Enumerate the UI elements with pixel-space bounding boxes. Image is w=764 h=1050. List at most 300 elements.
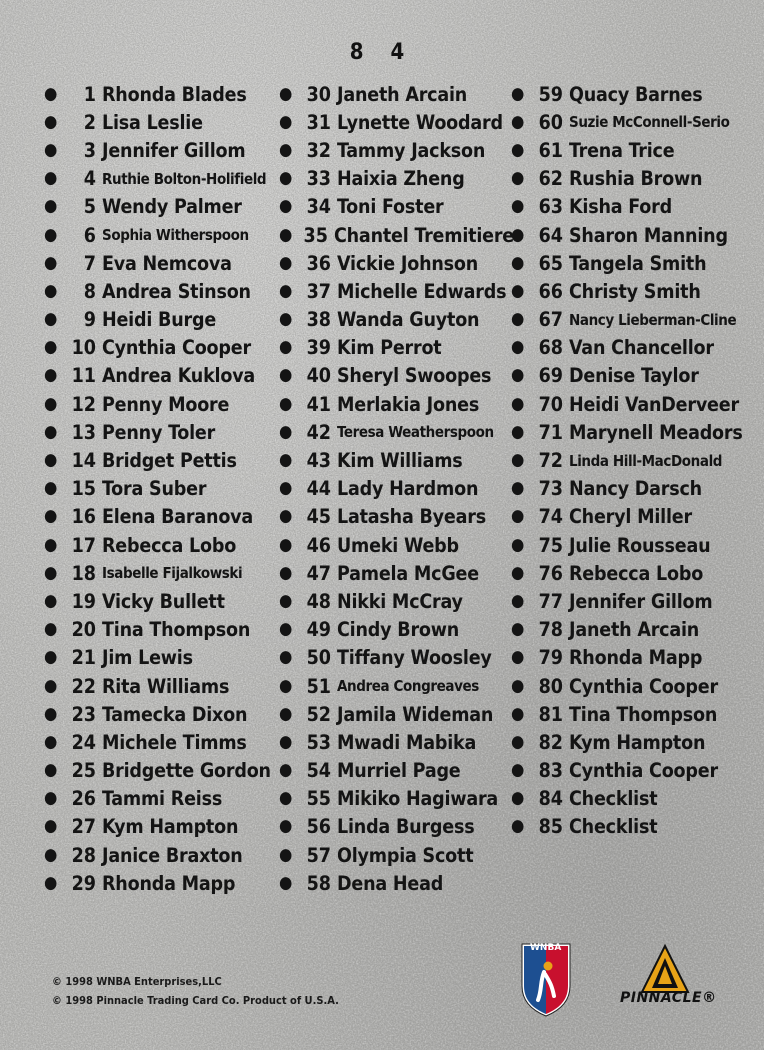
player-name: Nancy Darsch	[569, 477, 702, 501]
checklist-item	[44, 306, 276, 334]
card-number-label: 37	[306, 279, 331, 303]
checklist-item	[44, 334, 276, 362]
bullet-icon: ●	[511, 506, 525, 527]
bullet-icon: ●	[279, 760, 293, 781]
player-name: Haixia Zheng	[337, 167, 465, 191]
bullet-icon: ●	[511, 760, 525, 781]
player-name: Elena Baranova	[102, 505, 254, 529]
bullet-icon: ●	[511, 252, 525, 273]
player-name: Janice Braxton	[102, 843, 243, 867]
checklist-item	[44, 531, 276, 559]
bullet-icon: ●	[279, 450, 293, 471]
player-name: Olympia Scott	[337, 843, 474, 867]
player-name: Checklist	[569, 815, 658, 839]
bullet-icon: ●	[511, 337, 525, 358]
bullet-icon: ●	[279, 788, 293, 809]
card-number-label: 19	[71, 589, 96, 613]
player-name: Mikiko Hagiwara	[337, 787, 499, 811]
bullet-icon: ●	[279, 111, 293, 132]
bullet-icon: ●	[511, 703, 525, 724]
bullet-icon: ●	[511, 111, 525, 132]
card-number-label: 61	[538, 138, 563, 162]
checklist-item	[279, 644, 514, 672]
bullet-icon: ●	[511, 534, 525, 555]
card-number-label: 43	[306, 449, 331, 473]
bullet-icon: ●	[511, 619, 525, 640]
player-name: Rushia Brown	[569, 167, 703, 191]
card-number-label: 67	[538, 308, 563, 332]
bullet-icon: ●	[44, 421, 58, 442]
player-name: Kisha Ford	[569, 195, 672, 219]
card-number-label: 75	[538, 533, 563, 557]
checklist-item	[511, 616, 751, 644]
checklist-item	[511, 108, 751, 136]
card-number-label: 10	[71, 336, 96, 360]
card-number-label: 80	[538, 674, 563, 698]
checklist-item	[279, 306, 514, 334]
player-name: Dena Head	[337, 871, 444, 895]
player-name: Umeki Webb	[337, 533, 459, 557]
checklist-item	[511, 587, 751, 615]
bullet-icon: ●	[279, 844, 293, 865]
player-name: Chantel Tremitiere	[333, 223, 514, 247]
bullet-icon: ●	[279, 309, 293, 330]
player-name: Van Chancellor	[569, 336, 714, 360]
checklist-column-1	[44, 80, 276, 897]
player-name: Kim Williams	[337, 449, 463, 473]
player-name: Bridget Pettis	[102, 449, 237, 473]
player-name: Pamela McGee	[337, 561, 479, 585]
checklist-item	[279, 503, 514, 531]
checklist-item	[44, 757, 276, 785]
card-number-label: 54	[306, 759, 331, 783]
player-name: Tamecka Dixon	[102, 702, 248, 726]
checklist-item	[279, 841, 514, 869]
bullet-icon: ●	[279, 703, 293, 724]
bullet-icon: ●	[44, 478, 58, 499]
player-name: Cynthia Cooper	[102, 336, 251, 360]
wnba-logo-icon	[518, 942, 574, 1018]
player-name: Murriel Page	[337, 759, 461, 783]
bullet-icon: ●	[511, 788, 525, 809]
checklist-item	[279, 362, 514, 390]
bullet-icon: ●	[44, 111, 58, 132]
checklist-item	[511, 390, 751, 418]
bullet-icon: ●	[511, 731, 525, 752]
checklist-item	[44, 503, 276, 531]
player-name: Tammi Reiss	[102, 787, 223, 811]
player-name: Tora Suber	[102, 477, 207, 501]
checklist-item	[279, 136, 514, 164]
card-number-label: 9	[83, 308, 96, 332]
checklist-item	[44, 390, 276, 418]
card-number-label: 59	[538, 82, 563, 106]
card-number-label: 60	[538, 110, 563, 134]
checklist-item	[511, 785, 751, 813]
wnba-logo-text: WNBA	[530, 943, 562, 953]
card-number-label: 50	[306, 646, 331, 670]
player-name: Cindy Brown	[337, 618, 460, 642]
card-number-label: 17	[71, 533, 96, 557]
player-name: Michelle Edwards	[337, 279, 507, 303]
checklist-item	[511, 362, 751, 390]
checklist-column-3	[511, 80, 751, 841]
checklist-item	[279, 757, 514, 785]
checklist-item	[511, 334, 751, 362]
card-number-label: 64	[538, 223, 563, 247]
player-name: Janeth Arcain	[337, 82, 468, 106]
checklist-item	[279, 531, 514, 559]
bullet-icon: ●	[511, 168, 525, 189]
checklist-item	[511, 531, 751, 559]
card-number-label: 11	[71, 364, 96, 388]
card-number-label: 2	[83, 110, 96, 134]
bullet-icon: ●	[44, 534, 58, 555]
card-number-label: 31	[306, 110, 331, 134]
checklist-item	[511, 80, 751, 108]
card-number-label: 58	[306, 871, 331, 895]
bullet-icon: ●	[511, 562, 525, 583]
checklist-item	[279, 869, 514, 897]
card-number-label: 8	[83, 279, 96, 303]
checklist-item	[511, 559, 751, 587]
checklist-item	[44, 841, 276, 869]
bullet-icon: ●	[511, 816, 525, 837]
card-number-label: 41	[306, 392, 331, 416]
card-number-label: 66	[538, 279, 563, 303]
checklist-item	[44, 559, 276, 587]
card-number-label: 36	[306, 251, 331, 275]
card-number-label: 53	[306, 730, 331, 754]
card-number-label: 85	[538, 815, 563, 839]
bullet-icon: ●	[279, 252, 293, 273]
checklist-item	[279, 785, 514, 813]
checklist-item	[511, 277, 751, 305]
player-name: Quacy Barnes	[569, 82, 703, 106]
bullet-icon: ●	[279, 731, 293, 752]
card-number-label: 16	[71, 505, 96, 529]
card-number-label: 42	[306, 420, 331, 444]
card-number-label: 65	[538, 251, 563, 275]
bullet-icon: ●	[279, 421, 293, 442]
checklist-item	[279, 418, 514, 446]
player-name: Rita Williams	[102, 674, 230, 698]
checklist-item	[511, 418, 751, 446]
bullet-icon: ●	[511, 675, 525, 696]
card-number-label: 56	[306, 815, 331, 839]
bullet-icon: ●	[44, 280, 58, 301]
checklist-item	[279, 813, 514, 841]
player-name: Trena Trice	[569, 138, 675, 162]
checklist-item	[44, 785, 276, 813]
card-number-label: 78	[538, 618, 563, 642]
card-number-label: 46	[306, 533, 331, 557]
card-number-label: 72	[538, 449, 563, 473]
card-number-label: 25	[71, 759, 96, 783]
card-number-label: 24	[71, 730, 96, 754]
card-number-label: 15	[71, 477, 96, 501]
player-name: Sheryl Swoopes	[337, 364, 492, 388]
bullet-icon: ●	[44, 393, 58, 414]
bullet-icon: ●	[44, 450, 58, 471]
card-number-label: 71	[538, 420, 563, 444]
bullet-icon: ●	[44, 816, 58, 837]
card-number-label: 81	[538, 702, 563, 726]
checklist-column-2	[279, 80, 514, 897]
card-number-label: 62	[538, 167, 563, 191]
card-number-label: 44	[306, 477, 331, 501]
card-number-label: 30	[306, 82, 331, 106]
player-name: Janeth Arcain	[569, 618, 700, 642]
player-name: Nancy Lieberman-Cline	[569, 310, 737, 329]
card-number-label: 74	[538, 505, 563, 529]
player-name: Nikki McCray	[337, 589, 463, 613]
player-name: Rhonda Blades	[102, 82, 247, 106]
bullet-icon: ●	[279, 393, 293, 414]
checklist-item	[279, 475, 514, 503]
card-number-label: 22	[71, 674, 96, 698]
player-name: Tina Thompson	[102, 618, 251, 642]
bullet-icon: ●	[44, 675, 58, 696]
card-number-label: 70	[538, 392, 563, 416]
player-name: Rebecca Lobo	[569, 561, 704, 585]
player-name: Penny Toler	[102, 420, 216, 444]
player-name: Jennifer Gillom	[102, 138, 246, 162]
player-name: Linda Hill-MacDonald	[569, 451, 723, 470]
player-name: Michele Timms	[102, 730, 247, 754]
checklist-item	[279, 587, 514, 615]
player-name: Kym Hampton	[569, 730, 706, 754]
bullet-icon: ●	[511, 196, 525, 217]
checklist-item	[511, 165, 751, 193]
checklist-item	[511, 136, 751, 164]
player-name: Tina Thompson	[569, 702, 718, 726]
checklist-item	[279, 108, 514, 136]
player-name: Cynthia Cooper	[569, 759, 718, 783]
bullet-icon: ●	[44, 788, 58, 809]
card-number-label: 32	[306, 138, 331, 162]
checklist-item	[44, 728, 276, 756]
card-number-label: 68	[538, 336, 563, 360]
card-number-label: 45	[306, 505, 331, 529]
checklist-item	[511, 813, 751, 841]
checklist-item	[279, 193, 514, 221]
checklist-item	[511, 644, 751, 672]
player-name: Teresa Weatherspoon	[337, 423, 494, 442]
checklist-item	[44, 672, 276, 700]
bullet-icon: ●	[511, 450, 525, 471]
card-number-label: 12	[71, 392, 96, 416]
card-number-label: 57	[306, 843, 331, 867]
player-name: Tammy Jackson	[337, 138, 486, 162]
checklist-item	[44, 362, 276, 390]
player-name: Vickie Johnson	[337, 251, 479, 275]
bullet-icon: ●	[44, 224, 58, 245]
player-name: Ruthie Bolton-Holifield	[102, 169, 267, 188]
pinnacle-logo-icon	[640, 944, 690, 994]
card-number-label: 47	[306, 561, 331, 585]
checklist-item	[511, 503, 751, 531]
player-name: Rhonda Mapp	[102, 871, 236, 895]
checklist-item	[511, 249, 751, 277]
player-name: Christy Smith	[569, 279, 701, 303]
card-number-label: 20	[71, 618, 96, 642]
bullet-icon: ●	[279, 872, 293, 893]
bullet-icon: ●	[279, 675, 293, 696]
checklist-item	[279, 728, 514, 756]
bullet-icon: ●	[44, 844, 58, 865]
checklist-item	[511, 728, 751, 756]
bullet-icon: ●	[279, 83, 293, 104]
player-name: Kim Perrot	[337, 336, 442, 360]
bullet-icon: ●	[44, 562, 58, 583]
checklist-item	[279, 446, 514, 474]
card-number-label: 52	[306, 702, 331, 726]
checklist-item	[279, 559, 514, 587]
player-name: Vicky Bullett	[102, 589, 225, 613]
player-name: Mwadi Mabika	[337, 730, 477, 754]
player-name: Andrea Kuklova	[102, 364, 256, 388]
card-number-label: 33	[306, 167, 331, 191]
checklist-item	[44, 475, 276, 503]
bullet-icon: ●	[279, 506, 293, 527]
card-number-label: 69	[538, 364, 563, 388]
bullet-icon: ●	[44, 731, 58, 752]
card-number-label: 51	[306, 674, 331, 698]
card-number-label: 1	[83, 82, 96, 106]
pinnacle-logo-text: PINNACLE®	[620, 990, 717, 1006]
card-number-label: 13	[71, 420, 96, 444]
checklist-item	[511, 446, 751, 474]
bullet-icon: ●	[44, 337, 58, 358]
card-number-label: 35	[303, 223, 328, 247]
checklist-item	[511, 306, 751, 334]
copyright-line-wnba: © 1998 WNBA Enterprises,LLC	[52, 975, 222, 988]
card-number-label: 49	[306, 618, 331, 642]
bullet-icon: ●	[44, 506, 58, 527]
bullet-icon: ●	[44, 139, 58, 160]
bullet-icon: ●	[279, 816, 293, 837]
checklist-item	[279, 277, 514, 305]
copyright-line-pinnacle: © 1998 Pinnacle Trading Card Co. Product of U.S.A.	[52, 994, 339, 1007]
bullet-icon: ●	[511, 83, 525, 104]
checklist-item	[511, 475, 751, 503]
card-number-label: 39	[306, 336, 331, 360]
card-number-label: 29	[71, 871, 96, 895]
checklist-item	[511, 757, 751, 785]
bullet-icon: ●	[511, 224, 525, 245]
checklist-item	[44, 80, 276, 108]
bullet-icon: ●	[44, 647, 58, 668]
bullet-icon: ●	[44, 196, 58, 217]
bullet-icon: ●	[279, 139, 293, 160]
card-number-label: 34	[306, 195, 331, 219]
checklist-item	[511, 193, 751, 221]
bullet-icon: ●	[44, 872, 58, 893]
bullet-icon: ●	[279, 619, 293, 640]
bullet-icon: ●	[44, 590, 58, 611]
bullet-icon: ●	[511, 280, 525, 301]
checklist-item	[279, 165, 514, 193]
checklist-item	[44, 644, 276, 672]
player-name: Kym Hampton	[102, 815, 239, 839]
checklist-item	[511, 700, 751, 728]
card-number: 8 4	[349, 40, 415, 65]
player-name: Wendy Palmer	[102, 195, 242, 219]
bullet-icon: ●	[44, 365, 58, 386]
bullet-icon: ●	[511, 478, 525, 499]
card-number-label: 14	[71, 449, 96, 473]
bullet-icon: ●	[279, 534, 293, 555]
checklist-item	[44, 700, 276, 728]
player-name: Denise Taylor	[569, 364, 699, 388]
checklist-item	[44, 221, 276, 249]
bullet-icon: ●	[279, 337, 293, 358]
card-number-label: 5	[83, 195, 96, 219]
player-name: Heidi VanDerveer	[569, 392, 739, 416]
player-name: Bridgette Gordon	[102, 759, 271, 783]
card-number-label: 27	[71, 815, 96, 839]
card-number-label: 4	[83, 167, 96, 191]
card-number-label: 28	[71, 843, 96, 867]
player-name: Sharon Manning	[569, 223, 728, 247]
player-name: Rebecca Lobo	[102, 533, 237, 557]
checklist-item	[279, 616, 514, 644]
bullet-icon: ●	[511, 393, 525, 414]
bullet-icon: ●	[44, 619, 58, 640]
bullet-icon: ●	[279, 647, 293, 668]
bullet-icon: ●	[44, 252, 58, 273]
checklist-item	[44, 249, 276, 277]
card-number-label: 55	[306, 787, 331, 811]
player-name: Marynell Meadors	[569, 420, 743, 444]
checklist-item	[44, 418, 276, 446]
player-name: Andrea Stinson	[102, 279, 251, 303]
checklist-item	[44, 193, 276, 221]
player-name: Checklist	[569, 787, 658, 811]
player-name: Tangela Smith	[569, 251, 707, 275]
checklist-item	[44, 446, 276, 474]
player-name: Eva Nemcova	[102, 251, 232, 275]
player-name: Lisa Leslie	[102, 110, 203, 134]
bullet-icon: ●	[44, 83, 58, 104]
player-name: Tiffany Woosley	[337, 646, 492, 670]
bullet-icon: ●	[279, 224, 293, 245]
checklist-item	[279, 221, 514, 249]
bullet-icon: ●	[44, 703, 58, 724]
checklist-item	[44, 136, 276, 164]
card-number-label: 26	[71, 787, 96, 811]
checklist-item	[279, 334, 514, 362]
player-name: Linda Burgess	[337, 815, 475, 839]
card-number-label: 76	[538, 561, 563, 585]
player-name: Merlakia Jones	[337, 392, 480, 416]
card-number-label: 18	[71, 561, 96, 585]
player-name: Cheryl Miller	[569, 505, 692, 529]
checklist-item	[44, 165, 276, 193]
bullet-icon: ●	[511, 365, 525, 386]
player-name: Jennifer Gillom	[569, 589, 713, 613]
bullet-icon: ●	[279, 478, 293, 499]
bullet-icon: ●	[279, 196, 293, 217]
player-name: Latasha Byears	[337, 505, 486, 529]
player-name: Toni Foster	[337, 195, 444, 219]
player-name: Jim Lewis	[102, 646, 193, 670]
player-name: Suzie McConnell-Serio	[569, 113, 730, 132]
checklist-item	[279, 390, 514, 418]
player-name: Isabelle Fijalkowski	[102, 564, 243, 583]
bullet-icon: ●	[44, 309, 58, 330]
